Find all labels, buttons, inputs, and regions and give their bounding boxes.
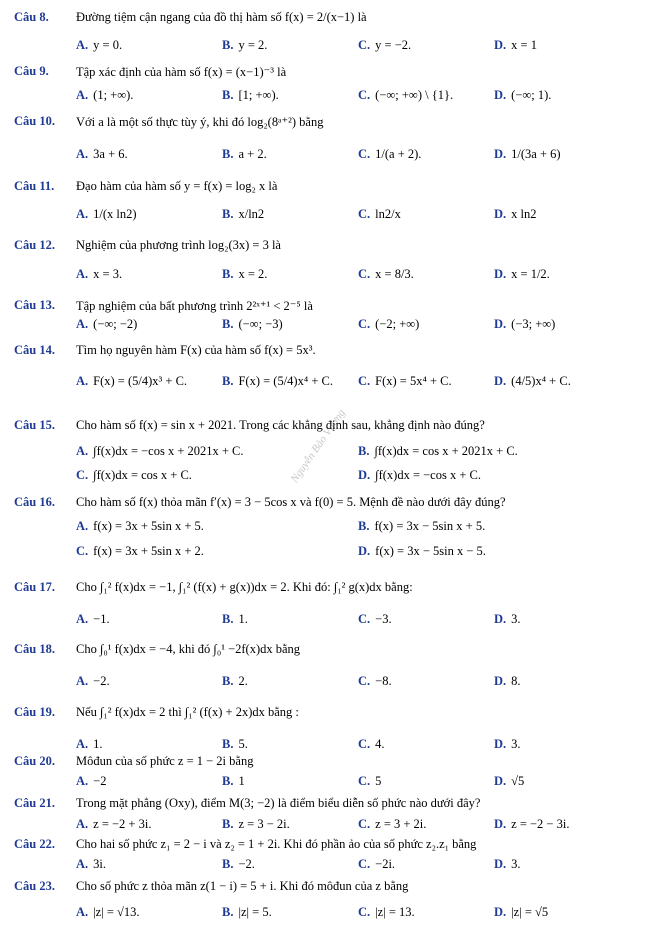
option-c[interactable]: C. −8. xyxy=(358,674,392,688)
question-number: Câu 10. xyxy=(14,114,55,128)
option-a[interactable]: A. (1; +∞). xyxy=(76,88,134,102)
question-text: Cho hàm số f(x) thỏa mãn f′(x) = 3 − 5cos x và f(0) = 5. Mệnh đề nào dưới đây đúng? xyxy=(76,495,506,509)
option-b[interactable]: B. z = 3 − 2i. xyxy=(222,817,290,831)
question-number: Câu 11. xyxy=(14,179,55,193)
option-b[interactable]: B. 1. xyxy=(222,612,248,626)
question-number: Câu 19. xyxy=(14,705,55,719)
option-a[interactable]: A. F(x) = (5/4)x³ + C. xyxy=(76,374,188,388)
option-d[interactable]: D. f(x) = 3x − 5sin x − 5. xyxy=(358,544,486,558)
option-d[interactable]: D. x = 1/2. xyxy=(494,267,550,281)
option-b[interactable]: B. (−∞; −3) xyxy=(222,317,283,331)
option-c[interactable]: C. (−∞; +∞) \ {1}. xyxy=(358,88,454,102)
option-c[interactable]: C. ln2/x xyxy=(358,207,401,221)
question-number: Câu 17. xyxy=(14,580,55,594)
question-text: Đường tiệm cận ngang của đồ thị hàm số f(x) = 2/(x−1) là xyxy=(76,10,367,24)
option-a[interactable]: A. y = 0. xyxy=(76,38,123,52)
option-d[interactable]: D. (−3; +∞) xyxy=(494,317,556,331)
option-c[interactable]: C. |z| = 13. xyxy=(358,905,415,919)
option-c[interactable]: C. 4. xyxy=(358,737,385,751)
option-d[interactable]: D. ∫f(x)dx = −cos x + C. xyxy=(358,468,481,482)
question-number: Câu 14. xyxy=(14,343,55,357)
question-text: Cho hàm số f(x) = sin x + 2021. Trong các khẳng định sau, khẳng định nào đúng? xyxy=(76,418,485,432)
option-d[interactable]: D. 8. xyxy=(494,674,521,688)
option-b[interactable]: B. y = 2. xyxy=(222,38,268,52)
question-number: Câu 18. xyxy=(14,642,55,656)
option-c[interactable]: C. (−2; +∞) xyxy=(358,317,420,331)
question-number: Câu 21. xyxy=(14,796,55,810)
option-b[interactable]: B. [1; +∞). xyxy=(222,88,279,102)
option-c[interactable]: C. −3. xyxy=(358,612,392,626)
option-c[interactable]: C. z = 3 + 2i. xyxy=(358,817,427,831)
question-number: Câu 20. xyxy=(14,754,55,768)
option-d[interactable]: D. 3. xyxy=(494,857,521,871)
option-d[interactable]: D. 1/(3a + 6) xyxy=(494,147,561,161)
question-number: Câu 15. xyxy=(14,418,55,432)
question-number: Câu 23. xyxy=(14,879,55,893)
option-b[interactable]: B. f(x) = 3x − 5sin x + 5. xyxy=(358,519,486,533)
option-d[interactable]: D. 3. xyxy=(494,737,521,751)
question-number: Câu 22. xyxy=(14,837,55,851)
option-d[interactable]: D. x ln2 xyxy=(494,207,537,221)
option-d[interactable]: D. x = 1 xyxy=(494,38,537,52)
option-c[interactable]: C. 1/(a + 2). xyxy=(358,147,422,161)
question-text: Tập xác định của hàm số f(x) = (x−1)⁻³ là xyxy=(76,65,287,79)
option-d[interactable]: D. √5 xyxy=(494,774,525,788)
option-b[interactable]: B. |z| = 5. xyxy=(222,905,272,919)
option-b[interactable]: B. F(x) = (5/4)x⁴ + C. xyxy=(222,374,333,388)
option-b[interactable]: B. ∫f(x)dx = cos x + 2021x + C. xyxy=(358,444,518,458)
watermark: Nguyễn Bảo Vương xyxy=(288,407,348,485)
option-c[interactable]: C. x = 8/3. xyxy=(358,267,414,281)
option-c[interactable]: C. 5 xyxy=(358,774,382,788)
option-d[interactable]: D. (−∞; 1). xyxy=(494,88,552,102)
option-c[interactable]: C. y = −2. xyxy=(358,38,412,52)
option-c[interactable]: C. f(x) = 3x + 5sin x + 2. xyxy=(76,544,204,558)
question-number: Câu 8. xyxy=(14,10,49,24)
question-number: Câu 13. xyxy=(14,298,55,312)
option-a[interactable]: A. 1/(x ln2) xyxy=(76,207,137,221)
option-a[interactable]: A. −1. xyxy=(76,612,110,626)
question-text: Với a là một số thực tùy ý, khi đó log₂(8ᵃ⁺²) bằng xyxy=(76,115,324,129)
option-c[interactable]: C. ∫f(x)dx = cos x + C. xyxy=(76,468,192,482)
option-b[interactable]: B. a + 2. xyxy=(222,147,267,161)
option-a[interactable]: A. f(x) = 3x + 5sin x + 5. xyxy=(76,519,204,533)
option-b[interactable]: B. 5. xyxy=(222,737,248,751)
option-c[interactable]: C. F(x) = 5x⁴ + C. xyxy=(358,374,452,388)
question-text: Cho số phức z thỏa mãn z(1 − i) = 5 + i. Khi đó môđun của z bằng xyxy=(76,879,409,893)
option-a[interactable]: A. x = 3. xyxy=(76,267,123,281)
option-b[interactable]: B. 1 xyxy=(222,774,245,788)
question-number: Câu 9. xyxy=(14,64,49,78)
option-a[interactable]: A. |z| = √13. xyxy=(76,905,140,919)
option-a[interactable]: A. −2 xyxy=(76,774,107,788)
option-a[interactable]: A. 3a + 6. xyxy=(76,147,128,161)
question-text: Đạo hàm của hàm số y = f(x) = log₂ x là xyxy=(76,179,278,193)
question-text: Nếu ∫₁² f(x)dx = 2 thì ∫₁² (f(x) + 2x)dx bằng : xyxy=(76,705,299,719)
option-d[interactable]: D. z = −2 − 3i. xyxy=(494,817,570,831)
option-b[interactable]: B. x/ln2 xyxy=(222,207,265,221)
question-text: Cho ∫₁² f(x)dx = −1, ∫₁² (f(x) + g(x))dx = 2. Khi đó: ∫₁² g(x)dx bằng: xyxy=(76,580,413,594)
option-d[interactable]: D. 3. xyxy=(494,612,521,626)
question-text: Tìm họ nguyên hàm F(x) của hàm số f(x) = 5x³. xyxy=(76,343,316,357)
option-a[interactable]: A. ∫f(x)dx = −cos x + 2021x + C. xyxy=(76,444,244,458)
option-b[interactable]: B. 2. xyxy=(222,674,248,688)
option-a[interactable]: A. (−∞; −2) xyxy=(76,317,138,331)
option-a[interactable]: A. −2. xyxy=(76,674,110,688)
option-a[interactable]: A. z = −2 + 3i. xyxy=(76,817,152,831)
option-a[interactable]: A. 1. xyxy=(76,737,103,751)
option-b[interactable]: B. x = 2. xyxy=(222,267,268,281)
question-text: Nghiệm của phương trình log₂(3x) = 3 là xyxy=(76,238,281,252)
question-text: Cho ∫₀¹ f(x)dx = −4, khi đó ∫₀¹ −2f(x)dx bằng xyxy=(76,642,301,656)
question-text: Cho hai số phức z₁ = 2 − i và z₂ = 1 + 2i. Khi đó phần ảo của số phức z₂.z₁ bằng xyxy=(76,837,477,851)
question-number: Câu 12. xyxy=(14,238,55,252)
option-d[interactable]: D. |z| = √5 xyxy=(494,905,549,919)
option-a[interactable]: A. 3i. xyxy=(76,857,107,871)
option-c[interactable]: C. −2i. xyxy=(358,857,396,871)
question-text: Môđun của số phức z = 1 − 2i bằng xyxy=(76,754,254,768)
question-text: Tập nghiệm của bất phương trình 2²ˣ⁺¹ < 2⁻⁵ là xyxy=(76,299,313,313)
question-text: Trong mặt phẳng (Oxy), điểm M(3; −2) là điểm biểu diễn số phức nào dưới đây? xyxy=(76,796,481,810)
question-number: Câu 16. xyxy=(14,495,55,509)
option-b[interactable]: B. −2. xyxy=(222,857,255,871)
option-d[interactable]: D. (4/5)x⁴ + C. xyxy=(494,374,571,388)
